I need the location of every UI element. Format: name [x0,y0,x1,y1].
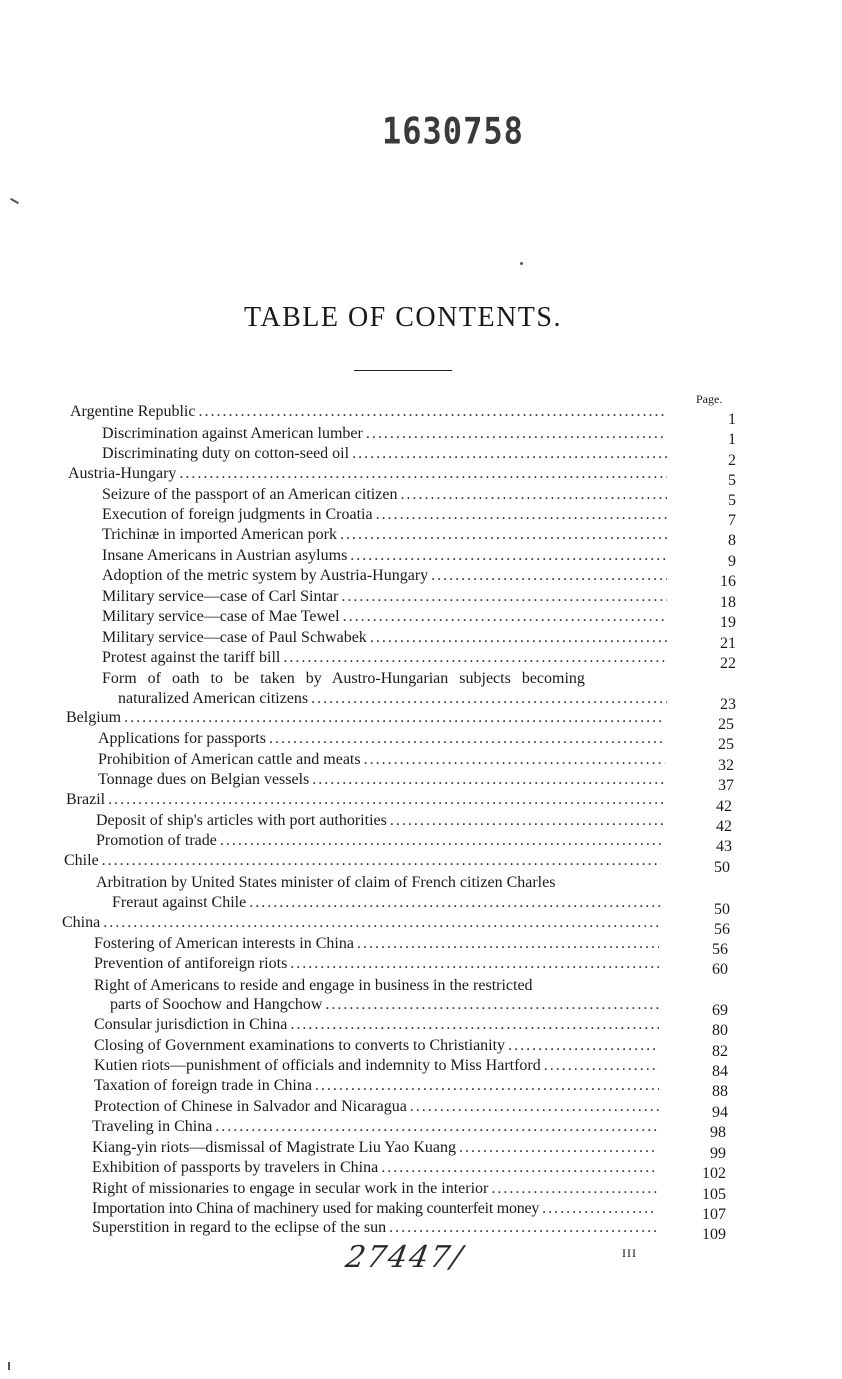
toc-page-number: 32 [718,757,734,774]
toc-entry-first-line: Arbitration by United States minister of claim of French citizen Charles [96,874,556,891]
toc-entry-label: Protest against the tariff bill [102,649,281,666]
leader-dots [370,629,667,647]
toc-entry [64,852,661,870]
leader-dots [215,1118,657,1136]
toc-entry [102,608,667,626]
toc-page-number: 88 [712,1083,728,1100]
leader-dots [431,567,667,585]
leader-dots [410,1098,659,1116]
leader-dots [325,996,659,1014]
toc-entry-label: Consular jurisdiction in China [94,1016,288,1033]
toc-entry [92,1219,657,1237]
leader-dots [340,526,667,544]
toc-page-number: 7 [728,512,736,529]
toc-entry [112,894,661,912]
leader-dots [249,894,661,912]
toc-entry [94,955,659,973]
toc-page-number: 98 [710,1124,726,1141]
leader-dots [542,1200,657,1218]
toc-page-number: 56 [714,921,730,938]
toc-entry-label: Taxation of foreign trade in China [94,1077,312,1094]
toc-entry-label: Protection of Chinese in Salvador and Nicaragua [94,1098,407,1115]
leader-dots [376,506,667,524]
toc-page-number: 99 [710,1145,726,1162]
toc-page-number: 109 [702,1226,726,1243]
toc-entry [92,1139,657,1157]
toc-page-number: 1 [728,431,736,448]
toc-entry-label: Military service—case of Carl Sintar [102,588,339,605]
toc-entry-label: Execution of foreign judgments in Croatia [102,506,373,523]
toc-entry [102,425,667,443]
toc-entry [92,1200,657,1218]
toc-entry-label: Applications for passports [98,730,266,747]
toc-entry-label: Belgium [66,709,122,726]
toc-page-number: 18 [720,594,736,611]
toc-entry [102,649,667,667]
toc-page-number: 5 [728,492,736,509]
toc-page-number: 21 [720,635,736,652]
toc-entry-label: Superstition in regard to the eclipse of the sun [92,1219,387,1236]
leader-dots [283,649,667,667]
toc-page-number: 25 [718,736,734,753]
leader-dots [343,608,667,626]
leader-dots [350,547,667,565]
leader-dots [357,935,659,953]
toc-entry-label: Freraut against Chile [112,894,247,911]
toc-entry-label: Prevention of antiforeign riots [94,955,288,972]
leader-dots [341,588,667,606]
toc-entry-label: Adoption of the metric system by Austria-Hungary [102,567,429,584]
toc-page-number: 9 [728,553,736,570]
toc-entry-label: Closing of Government examinations to converts to Christianity [94,1037,506,1054]
toc-entry-label: Military service—case of Mae Tewel [102,608,340,625]
toc-page-number: 69 [712,1002,728,1019]
leader-dots [544,1057,659,1075]
toc-entry [92,1159,657,1177]
toc-entry [102,588,667,606]
toc-entry [118,690,667,708]
toc-page-number: 22 [720,655,736,672]
toc-entry-label: Trichinæ in imported American pork [102,526,337,543]
leader-dots [390,812,663,830]
leader-dots [124,709,665,727]
toc-page-number: 105 [702,1186,726,1203]
handwritten-number: 27447/ [342,1240,467,1275]
toc-entry [92,1118,657,1136]
toc-page-number: 80 [712,1022,728,1039]
toc-page-number: 19 [720,614,736,631]
toc-entry-label: Insane Americans in Austrian asylums [102,547,348,564]
toc-entry [94,1077,659,1095]
leader-dots [312,771,665,789]
leader-dots [290,1016,659,1034]
leader-dots [491,1180,657,1198]
toc-entry [102,567,667,585]
toc-entry [94,935,659,953]
toc-entry [62,914,661,932]
toc-page-number: 84 [712,1063,728,1080]
toc-entry-label: Discrimination against American lumber [102,425,363,442]
toc-page-number: 42 [716,818,732,835]
leader-dots [269,730,665,748]
toc-page-number: 60 [712,961,728,978]
leader-dots [389,1219,657,1237]
toc-entry [98,751,665,769]
toc-entry [102,629,667,647]
leader-dots [220,832,663,850]
toc-entry [102,506,667,524]
leader-dots [366,425,667,443]
toc-page-number: 50 [714,859,730,876]
toc-entry [94,1098,659,1116]
leader-dots [198,403,667,421]
page-column-heading: Page. [696,392,723,406]
toc-entry [94,1057,659,1075]
toc-page-number: 8 [728,532,736,549]
leader-dots [459,1139,657,1157]
toc-page-number: 50 [714,901,730,918]
toc-entry [94,1037,659,1055]
toc-entry-label: Austria-Hungary [68,465,177,482]
toc-entry [92,1180,657,1198]
toc-page-number: 5 [728,472,736,489]
leader-dots [364,751,665,769]
toc-entry [96,832,663,850]
toc-entry-label: Tonnage dues on Belgian vessels [98,771,310,788]
toc-page-number: 102 [702,1165,726,1182]
leader-dots [108,791,663,809]
toc-page-number: 2 [728,452,736,469]
toc-entry-label: Brazil [66,791,106,808]
toc-entry-label: Military service—case of Paul Schwabek [102,629,367,646]
leader-dots [315,1077,659,1095]
toc-entry [68,465,667,483]
toc-entry [98,730,665,748]
toc-entry [96,812,663,830]
toc-page-number: 94 [712,1104,728,1121]
toc-entry-label: Prohibition of American cattle and meats [98,751,361,768]
toc-page-number: 25 [718,716,734,733]
toc-page-number: 82 [712,1043,728,1060]
toc-entry [66,709,665,727]
toc-entry-label: Chile [64,852,99,869]
toc-page-number: 1 [728,411,736,428]
toc-entry [70,403,667,421]
toc-entry-label: Argentine Republic [70,403,196,420]
leader-dots [290,955,659,973]
toc-entry-label: Kutien riots—punishment of officials and indemnity to Miss Hartford [94,1057,541,1074]
toc-page-number: 37 [718,777,734,794]
leader-dots [381,1159,657,1177]
toc-entry [102,486,667,504]
toc-page-number: 107 [702,1206,726,1223]
leader-dots [102,852,661,870]
toc-entry-first-line: Form of oath to be taken by Austro-Hungarian subjects becoming [102,670,585,687]
toc-entry [66,791,663,809]
toc-page-number: 42 [716,798,732,815]
toc-entry [102,445,667,463]
toc-page-number: 16 [720,573,736,590]
toc-page-number: 43 [716,838,732,855]
toc-entry-label: Importation into China of machinery used for making counterfeit money [92,1200,540,1217]
toc-entry-label: China [62,914,101,931]
accession-stamp-number: 1630758 [382,109,524,153]
toc-entry-first-line: Right of Americans to reside and engage in business in the restricted [94,977,533,994]
toc-page-number: 23 [720,696,736,713]
toc-entry-label: Seizure of the passport of an American citizen [102,486,398,503]
toc-page-number: 56 [712,941,728,958]
leader-dots [179,465,667,483]
toc-entry-label: Exhibition of passports by travelers in China [92,1159,379,1176]
leader-dots [103,914,661,932]
toc-entry [94,1016,659,1034]
toc-entry-label: parts of Soochow and Hangchow [110,996,323,1013]
toc-entry [98,771,665,789]
page-title: TABLE OF CONTENTS. [244,302,562,333]
toc-entry-label: Discriminating duty on cotton-seed oil [102,445,350,462]
toc-entry [102,547,667,565]
toc-entry [102,526,667,544]
leader-dots [400,486,667,504]
toc-entry [110,996,659,1014]
toc-entry-label: Fostering of American interests in China [94,935,354,952]
toc-entry-label: Promotion of trade [96,832,217,849]
toc-entry-label: Deposit of ship's articles with port authorities [96,812,387,829]
page-folio: III [622,1246,637,1260]
toc-entry-label: Kiang-yin riots—dismissal of Magistrate Liu Yao Kuang [92,1139,456,1156]
toc-entry-label: Right of missionaries to engage in secular work in the interior [92,1180,489,1197]
leader-dots [508,1037,659,1055]
toc-entry-label: naturalized American citizens [118,690,309,707]
toc-entry-label: Traveling in China [92,1118,213,1135]
leader-dots [311,690,667,708]
leader-dots [352,445,667,463]
